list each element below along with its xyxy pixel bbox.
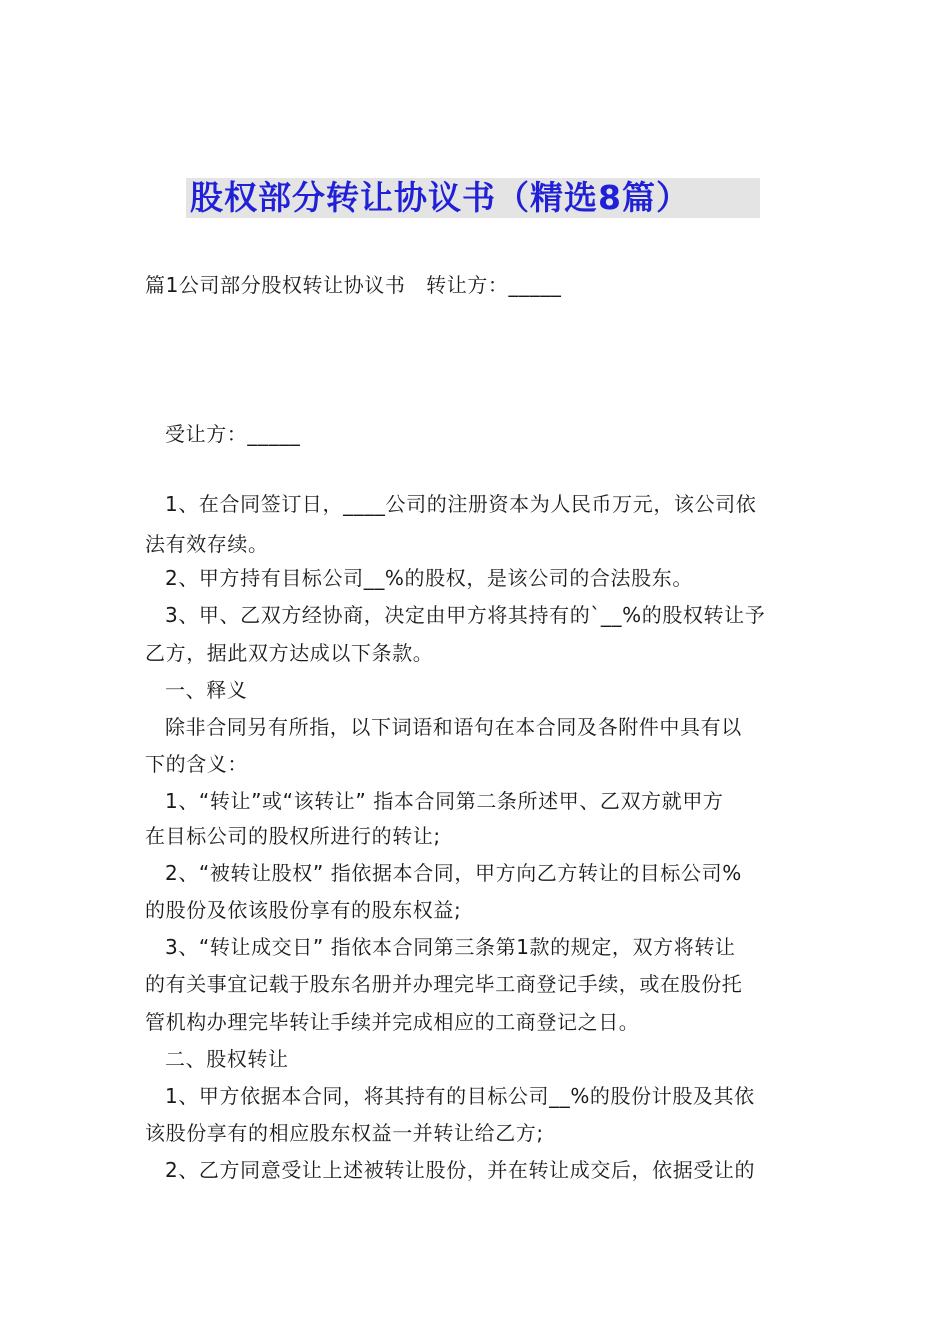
paragraph-line: 2、乙方同意受让上述被转让股份，并在转让成交后，依据受让的 (165, 1158, 756, 1182)
paragraph-line: 1、甲方依据本合同，将其持有的目标公司__%的股份计股及其依 (165, 1084, 755, 1108)
paragraph-line: 3、“转让成交日” 指依本合同第三条第1款的规定，双方将转让 (165, 935, 736, 959)
paragraph-line: 乙方，据此双方达成以下条款。 (145, 641, 434, 665)
paragraph-line: 该股份享有的相应股东权益一并转让给乙方; (145, 1121, 544, 1145)
paragraph-line: 的股份及依该股份享有的股东权益; (145, 898, 462, 922)
paragraph-line: 在目标公司的股权所进行的转让; (145, 824, 441, 848)
paragraph-line: 篇1公司部分股权转让协议书 转让方：_____ (145, 273, 562, 297)
paragraph-line: 2、甲方持有目标公司__%的股权，是该公司的合法股东。 (165, 566, 693, 590)
paragraph-line: 1、在合同签订日，____公司的注册资本为人民币万元，该公司依 (165, 492, 757, 516)
paragraph-line: 1、“转让”或“该转让” 指本合同第二条所述甲、乙双方就甲方 (165, 789, 724, 813)
section-heading: 二、股权转让 (165, 1047, 289, 1071)
paragraph-line: 法有效存续。 (145, 532, 269, 556)
paragraph-line: 下的含义： (145, 752, 248, 776)
paragraph-line: 2、“被转让股权” 指依据本合同，甲方向乙方转让的目标公司% (165, 861, 742, 885)
paragraph-line: 3、甲、乙双方经协商，决定由甲方将其持有的`__%的股权转让予 (165, 603, 766, 627)
paragraph-line: 受让方：_____ (165, 422, 301, 446)
section-heading: 一、释义 (165, 678, 248, 702)
paragraph-line: 管机构办理完毕转让手续并完成相应的工商登记之日。 (145, 1010, 640, 1034)
document-title: 股权部分转让协议书（精选8篇） (190, 178, 690, 217)
paragraph-line: 的有关事宜记载于股东名册并办理完毕工商登记手续，或在股份托 (145, 972, 743, 996)
paragraph-line: 除非合同另有所指，以下词语和语句在本合同及各附件中具有以 (165, 715, 742, 739)
